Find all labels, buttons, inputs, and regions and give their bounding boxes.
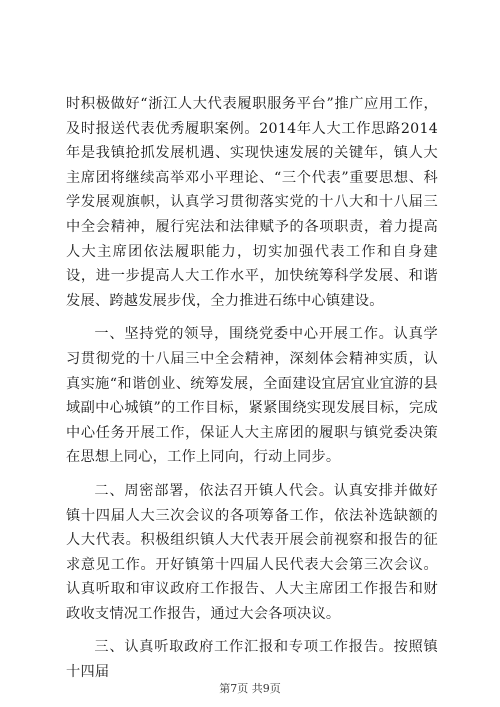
document-body xyxy=(66,92,438,685)
paragraph-section-3: 三、认真听取政府工作汇报和专项工作报告。按照镇十四届 xyxy=(66,639,438,681)
page-number-footer: 第7页 共9页 xyxy=(219,682,281,695)
paragraph-continuation: 时积极做好“浙江人大代表履职服务平台”推广应用工作，及时报送代表优秀履职案例。2014年人大工作思路2014年是我镇抢抓发展机遇、实现快速发展的关键年，镇人大主席团将继续高举邓小平理论、“三个代表”重要思想、科学发展观旗帜，认真学习贯彻落实党的十八大和十八届三中全会精神，履行宪法和法律赋予的各项职责，着力提高人大主席团依法履职能力，切实加强代表工作和自身建设，进一步提高人大工作水平，加快统筹科学发展、和谐发展、跨越发展步伐，全力推进石练中心镇建设。 xyxy=(66,96,438,309)
paragraph-section-1: 一、坚持党的领导，围绕党委中心开展工作。认真学习贯彻党的十八届三中全会精神，深刻体会精神实质，认真实施“和谐创业、统筹发展，全面建设宜居宜业宜游的县域副中心城镇”的工作目标，紧紧围绕实现发展目标，完成中心任务开展工作，保证人大主席团的履职与镇党委决策在思想上同心，工作上同向，行动上同步。 xyxy=(66,326,438,466)
paragraph-section-2: 二、周密部署，依法召开镇人代会。认真安排并做好镇十四届人大三次会议的各项筹备工作，依法补选缺额的人大代表。积极组织镇人大代表开展会前视察和报告的征求意见工作。开好镇第十四届人民代表大会第三次会议。认真听取和审议政府工作报告、人大主席团工作报告和财政收支情况工作报告，通过大会各项决议。 xyxy=(66,482,438,622)
